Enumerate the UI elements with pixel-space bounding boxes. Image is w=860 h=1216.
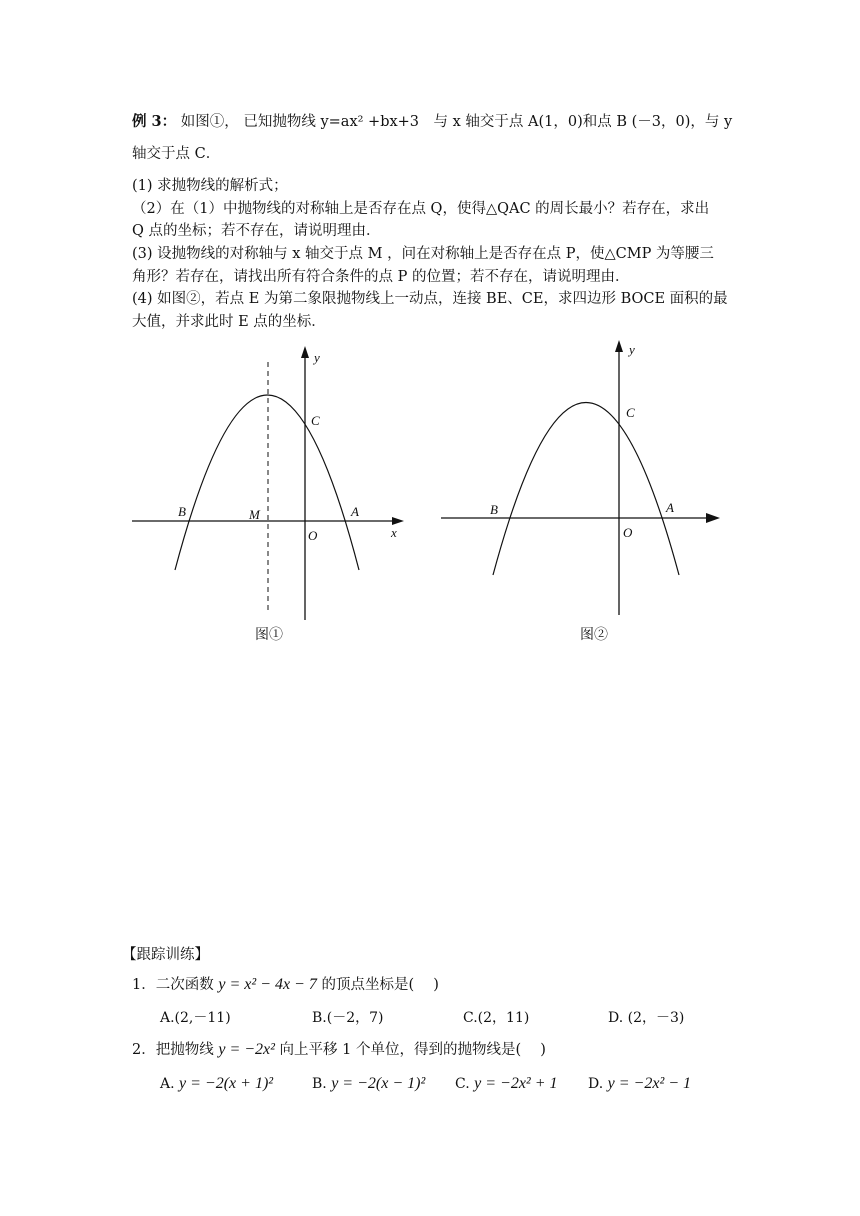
figure-1-x-arrow (392, 517, 404, 525)
question-4a: (4) 如图②，若点 E 为第二象限抛物线上一动点，连接 BE、CE，求四边形 BOCE 面积的最 (132, 291, 728, 307)
practice-q1-formula: y = x² − 4x − 7 (218, 976, 317, 993)
question-3a: (3) 设抛物线的对称轴与 x 轴交于点 M ，问在对称轴上是否存在点 P，使△CMP 为等腰三 (132, 246, 714, 262)
practice-question-2 (132, 1040, 546, 1060)
figure-1 (128, 340, 418, 630)
practice-q2-prefix: 2．把抛物线 (132, 1042, 214, 1058)
practice-q1-option-b: B.(－2，7) (312, 1010, 384, 1026)
figure-1-parabola (175, 395, 359, 570)
question-4b: 大值，并求此时 E 点的坐标． (132, 314, 326, 330)
practice-question-1 (132, 975, 439, 995)
practice-q1-option-c: C.(2，11) (463, 1010, 530, 1026)
figure-1-label-b: B (178, 504, 186, 519)
figure-2-label-o: O (623, 525, 633, 540)
question-2b: Q 点的坐标；若不存在，请说明理由． (132, 223, 381, 239)
practice-q2-formula: y = −2x² (218, 1041, 275, 1058)
example-intro: 如图①， 已知抛物线 y=ax² +bx+3 与 x 轴交于点 A(1，0)和点 B (－3，0)，与 y (180, 114, 733, 130)
practice-q2-suffix: 向上平移 1 个单位，得到的抛物线是( ) (279, 1042, 546, 1058)
figure-1-label-a: A (351, 504, 359, 519)
practice-q2-option-c-formula: y = −2x² + 1 (474, 1075, 558, 1092)
figure-1-label-y: y (314, 350, 320, 365)
example-line-1 (132, 112, 732, 132)
practice-q1-suffix: 的顶点坐标是( ) (321, 977, 439, 993)
practice-q1-prefix: 1．二次函数 (132, 977, 214, 993)
practice-q2-option-b (312, 1074, 425, 1094)
practice-heading: 【跟踪训练】 (122, 947, 209, 963)
figure-2 (436, 336, 726, 626)
question-3b: 角形？若存在，请找出所有符合条件的点 P 的位置；若不存在，请说明理由． (132, 269, 630, 285)
figure-2-label-b: B (490, 502, 498, 517)
practice-q2-option-d-formula: y = −2x² − 1 (607, 1075, 692, 1092)
figure-2-label-c: C (626, 405, 635, 420)
practice-q2-option-a-formula: y = −2(x + 1)² (179, 1075, 274, 1092)
figure-1-label-m: M (249, 507, 260, 522)
figure-1-label-c: C (311, 413, 320, 428)
practice-q2-option-c (455, 1074, 558, 1094)
figure-2-x-arrow (706, 513, 720, 523)
practice-q2-option-a-letter: A. (160, 1076, 175, 1092)
practice-q2-option-c-letter: C. (455, 1076, 470, 1092)
example-line-2: 轴交于点 C． (132, 146, 221, 162)
practice-q2-option-d-letter: D. (588, 1076, 604, 1092)
practice-q2-option-a (160, 1074, 273, 1094)
practice-q1-option-d: D. (2，－3) (608, 1010, 685, 1026)
practice-q2-option-b-letter: B. (312, 1076, 327, 1092)
example-heading: 例 3： (132, 113, 177, 130)
figure-2-caption: 图② (580, 627, 608, 643)
practice-q1-option-a: A.(2,－11) (160, 1010, 231, 1026)
practice-q2-option-d (588, 1074, 691, 1094)
figure-1-label-x: x (391, 525, 397, 540)
figure-2-label-y: y (629, 342, 635, 357)
practice-q2-option-b-formula: y = −2(x − 1)² (331, 1075, 426, 1092)
question-2a: （2）在（1）中抛物线的对称轴上是否存在点 Q，使得△QAC 的周长最小？若存在，求出 (132, 201, 710, 217)
figure-1-y-arrow (301, 346, 309, 358)
figure-2-label-a: A (666, 500, 674, 515)
figure-2-y-arrow (615, 340, 623, 352)
figure-1-label-o: O (308, 528, 318, 543)
figure-2-parabola (493, 403, 679, 576)
question-1: (1) 求抛物线的解析式； (132, 178, 288, 194)
figure-1-caption: 图① (255, 627, 283, 643)
